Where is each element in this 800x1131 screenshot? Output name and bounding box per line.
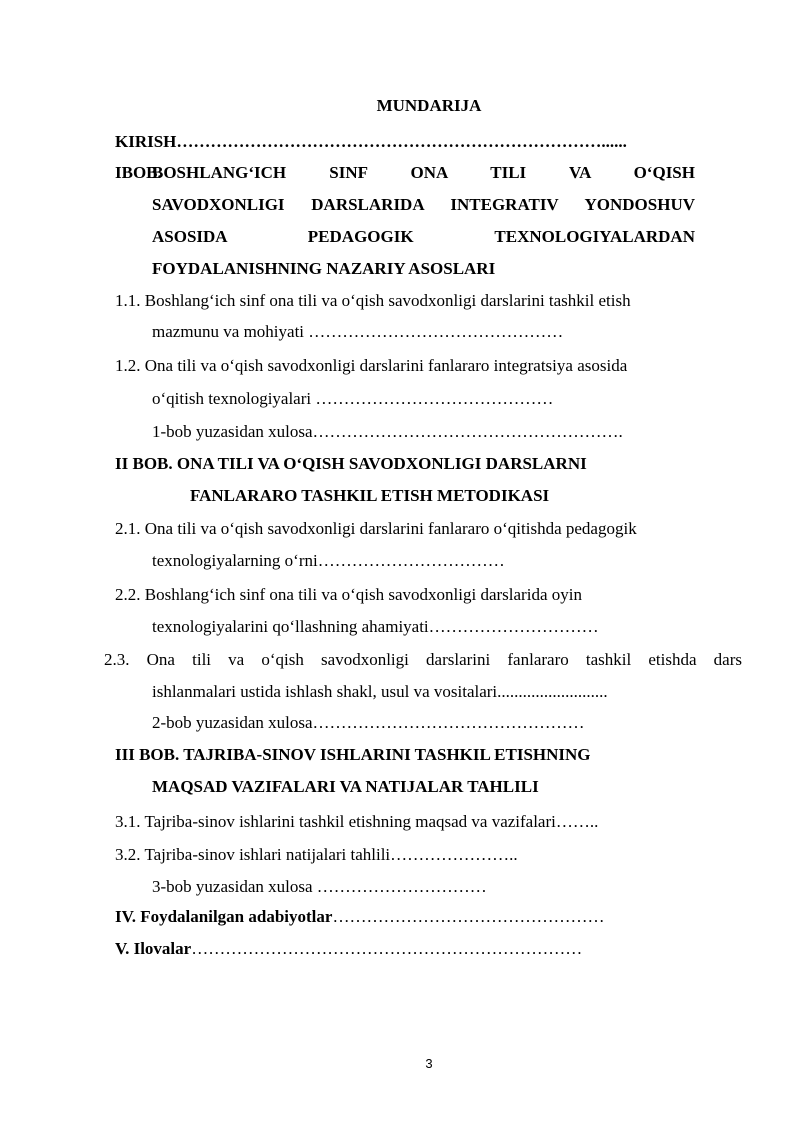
references-leader-dots: …………………………………………	[332, 907, 605, 926]
section-2-1-line1: 2.1. Ona tili va o‘qish savodxonligi darslarini fanlararo o‘qitishda pedagogik	[115, 519, 637, 538]
chapter1-title-line4: FOYDALANISHNING NAZARIY ASOSLARI	[152, 259, 496, 278]
appendix-entry	[115, 939, 582, 959]
section-3-2: 3.2. Tajriba-sinov ishlari natijalari tahlili…………………..	[115, 845, 518, 864]
section-2-1-line2: texnologiyalarning o‘rni……………………………	[152, 551, 505, 570]
chapter3-title-line1: III BOB. TAJRIBA-SINOV ISHLARINI TASHKIL ETISHNING	[115, 745, 591, 764]
appendix-leader-dots: ……………………………………………………………	[191, 939, 583, 958]
chapter1-title-line2: SAVODXONLIGI DARSLARIDA INTEGRATIV YONDOSHUV	[152, 195, 695, 214]
section-1-1-line1: 1.1. Boshlang‘ich sinf ona tili va o‘qish savodxonligi darslarini tashkil etish	[115, 291, 631, 310]
section-1-2-line1: 1.2. Ona tili va o‘qish savodxonligi darslarini fanlararo integratsiya asosida	[115, 356, 628, 375]
chapter1-title-line1: BOSHLANG‘ICH SINF ONA TILI VA O‘QISH	[152, 163, 695, 182]
chapter3-title-line2: MAQSAD VAZIFALARI VA NATIJALAR TAHLILI	[152, 777, 539, 796]
chapter2-title-line1: II BOB. ONA TILI VA O‘QISH SAVODXONLIGI DARSLARNI	[115, 454, 587, 473]
toc-title: MUNDARIJA	[376, 96, 482, 115]
section-2-3-line2: ishlanmalari ustida ishlash shakl, usul va vositalari..........................	[152, 682, 608, 701]
section-2-2-line2: texnologiyalarini qo‘llashning ahamiyati…………………………	[152, 617, 599, 636]
references-label: IV. Foydalanilgan adabiyotlar	[115, 907, 333, 926]
section-1-2-line2: o‘qitish texnologiyalari ……………………………………	[152, 389, 554, 408]
appendix-label: V. Ilovalar	[115, 939, 192, 958]
section-2-3-line1: 2.3. Ona tili va o‘qish savodxonligi darslarini fanlararo tashkil etishda dars	[104, 650, 742, 669]
chapter1-title-line3: ASOSIDA PEDAGOGIK TEXNOLOGIYALARDAN	[152, 227, 695, 246]
chapter1-label: IBOB.	[115, 163, 162, 182]
page-number: 3	[425, 1056, 433, 1071]
chapter3-summary: 3-bob yuzasidan xulosa …………………………	[152, 877, 487, 896]
section-3-1: 3.1. Tajriba-sinov ishlarini tashkil etishning maqsad va vazifalari……..	[115, 812, 599, 831]
section-1-1-line2: mazmunu va mohiyati ………………………………………	[152, 322, 564, 341]
chapter2-title-line2: FANLARARO TASHKIL ETISH METODIKASI	[190, 486, 550, 505]
chapter1-heading-line1	[115, 163, 695, 183]
toc-intro: KIRISH…………………………………………………………………......	[115, 132, 627, 151]
chapter2-summary: 2-bob yuzasidan xulosa…………………………………………	[152, 713, 585, 732]
chapter1-summary: 1-bob yuzasidan xulosa……………………………………………….	[152, 422, 623, 441]
references-entry	[115, 907, 604, 927]
section-2-2-line1: 2.2. Boshlang‘ich sinf ona tili va o‘qish savodxonligi darslarida oyin	[115, 585, 582, 604]
